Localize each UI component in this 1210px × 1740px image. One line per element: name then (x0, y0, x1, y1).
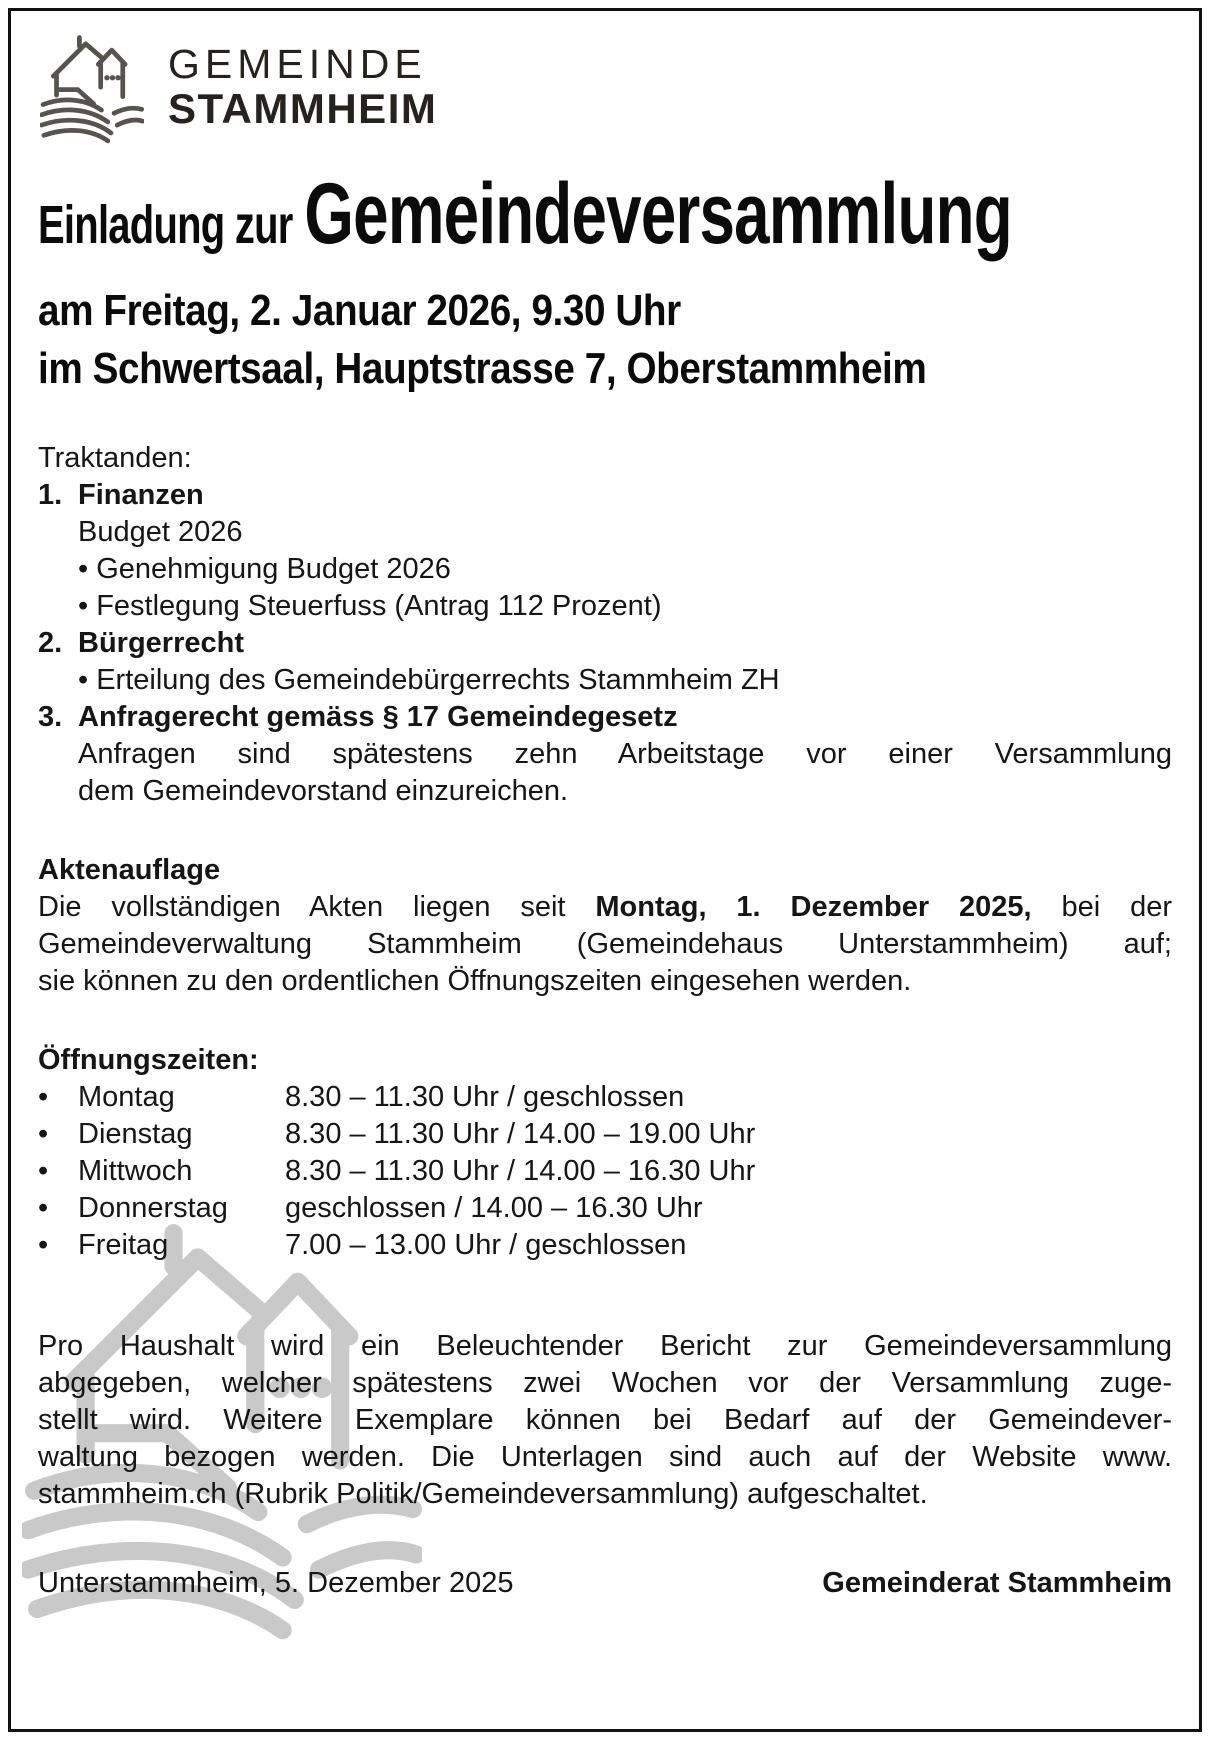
aktenauflage-heading: Aktenauflage (38, 853, 221, 886)
opening-hours-row (38, 1227, 1172, 1264)
haushalt-paragraph (38, 1328, 1172, 1513)
bullet-icon: • (38, 1117, 49, 1150)
gemeinde-stammheim-logo (38, 32, 1172, 144)
agenda-item-heading (38, 477, 1172, 514)
footer-signature: Gemeinderat Stammheim (822, 1566, 1172, 1599)
opening-hours-day: Mittwoch (78, 1154, 193, 1187)
opening-hours-time: 8.30 – 11.30 Uhr / 14.00 – 19.00 Uhr (285, 1117, 756, 1150)
agenda-bullet-line: • Erteilung des Gemeindebürgerrechts Stammheim ZH (78, 663, 780, 696)
agenda-item-title: Bürgerrecht (78, 626, 244, 659)
bullet-icon: • (38, 1228, 49, 1261)
text-line: sie können zu den ordentlichen Öffnungszeiten eingesehen werden. (38, 964, 912, 997)
announcement-document (38, 32, 1172, 1724)
text-line: stammheim.ch (Rubrik Politik/Gemeindeversammlung) aufgeschaltet. (38, 1477, 928, 1510)
agenda-bullet-line: • Genehmigung Budget 2026 (78, 552, 451, 585)
bullet-icon: • (38, 1191, 49, 1224)
opening-hours-day: Dienstag (78, 1117, 193, 1150)
opening-hours-day: Freitag (78, 1228, 169, 1261)
opening-hours-time: 8.30 – 11.30 Uhr / 14.00 – 16.30 Uhr (285, 1154, 756, 1187)
agenda-bullet-line: • Festlegung Steuerfuss (Antrag 112 Prozent) (78, 589, 662, 622)
title-main: Gemeindeversammlung (304, 166, 1012, 262)
opening-hours-row (38, 1190, 1172, 1227)
agenda-heading: Traktanden: (38, 441, 192, 474)
text-line: Gemeindeverwaltung Stammheim (Gemeindehaus Unterstammheim) auf; (38, 927, 1172, 960)
agenda-item (38, 477, 1172, 625)
opening-hours-row (38, 1153, 1172, 1190)
opening-hours-time: geschlossen / 14.00 – 16.30 Uhr (285, 1191, 703, 1224)
opening-hours-row (38, 1116, 1172, 1153)
event-location-line: im Schwertsaal, Hauptstrasse 7, Oberstammheim (38, 343, 927, 393)
logo-wordmark (168, 32, 437, 132)
logo-word-gemeinde: GEMEINDE (168, 41, 427, 87)
agenda-item-number: 2. (38, 626, 63, 659)
village-fields-icon (38, 32, 146, 144)
logo-word-stammheim: STAMMHEIM (168, 85, 438, 133)
agenda-item (38, 699, 1172, 810)
page-title (38, 166, 1012, 262)
agenda-item-number: 3. (38, 700, 63, 733)
agenda-item (38, 625, 1172, 699)
text-line: stellt wird. Weitere Exemplare können bei Bedarf auf der Gemeindever- (38, 1403, 1172, 1436)
agenda-item-number: 1. (38, 478, 63, 511)
document-footer (38, 1565, 1172, 1602)
agenda-item-title: Finanzen (78, 478, 204, 511)
agenda-item-heading (38, 699, 1172, 736)
text-line: Anfragen sind spätestens zehn Arbeitstage vor einer Versammlung (78, 737, 1172, 770)
agenda-item-title: Anfragerecht gemäss § 17 Gemeindegesetz (78, 700, 678, 733)
text-line: dem Gemeindevorstand einzureichen. (78, 774, 569, 807)
text-line: waltung bezogen werden. Die Unterlagen sind auch auf der Website www. (38, 1440, 1172, 1473)
oeffnungszeiten-list (38, 1079, 1172, 1264)
aktenauflage-section (38, 852, 1172, 1000)
agenda-list (38, 477, 1172, 810)
text-line: abgegeben, welcher spätestens zwei Wochen vor der Versammlung zuge- (38, 1366, 1172, 1399)
agenda-section (38, 440, 1172, 810)
opening-hours-time: 8.30 – 11.30 Uhr / geschlossen (285, 1080, 685, 1113)
opening-hours-day: Donnerstag (78, 1191, 228, 1224)
aktenauflage-paragraph (38, 889, 1172, 1000)
opening-hours-day: Montag (78, 1080, 175, 1113)
text-line: Pro Haushalt wird ein Beleuchtender Bericht zur Gemeindeversammlung (38, 1329, 1172, 1362)
text-line: Die vollständigen Akten liegen seit Montag, 1. Dezember 2025, bei der (38, 890, 1173, 923)
bullet-icon: • (38, 1080, 49, 1113)
agenda-item-heading (38, 625, 1172, 662)
footer-place-date: Unterstammheim, 5. Dezember 2025 (38, 1566, 514, 1599)
oeffnungszeiten-heading: Öffnungszeiten: (38, 1043, 259, 1076)
event-date-location (38, 282, 1036, 398)
opening-hours-time: 7.00 – 13.00 Uhr / geschlossen (285, 1228, 687, 1261)
event-date-line: am Freitag, 2. Januar 2026, 9.30 Uhr (38, 285, 681, 335)
oeffnungszeiten-section (38, 1042, 1172, 1264)
bullet-icon: • (38, 1154, 49, 1187)
opening-hours-row (38, 1079, 1172, 1116)
title-prefix: Einladung zur (38, 195, 293, 255)
agenda-sub-line: Budget 2026 (78, 515, 243, 548)
